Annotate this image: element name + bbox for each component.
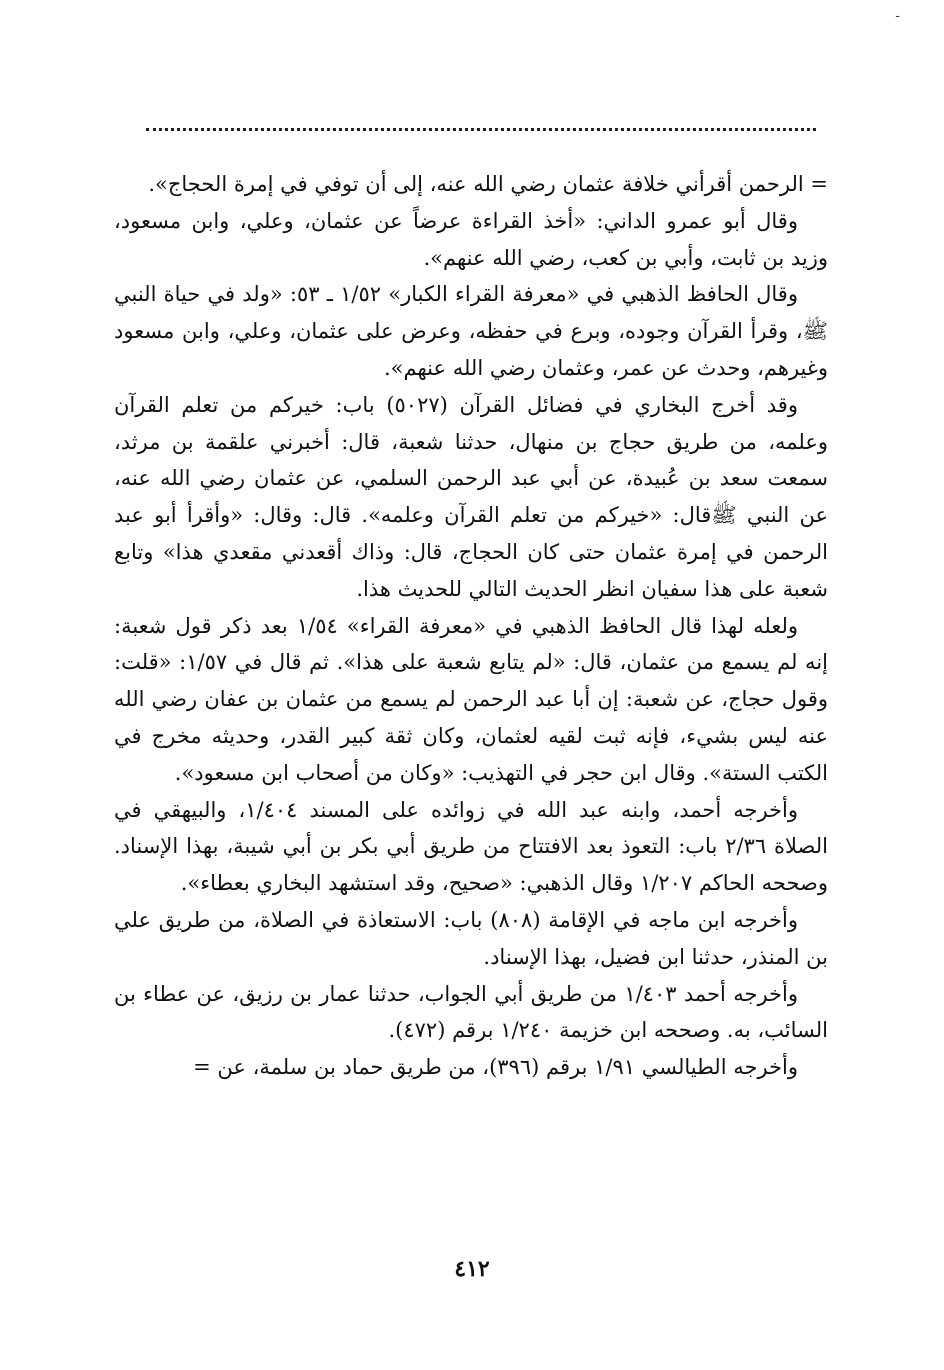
footnote-paragraph: وأخرجه أحمد ١/٤٠٣ من طريق أبي الجواب، حدثنا عمار بن رزيق، عن عطاء بن السائب، به. وصححه ابن خزيمة ١/٢٤٠ برقم (٤٧٢). (114, 981, 828, 1043)
footnote-paragraph: وقد أخرج البخاري في فضائل القرآن (٥٠٢٧) باب: خيركم من تعلم القرآن وعلمه، من طريق حجاج بن منهال، حدثنا شعبة، قال: أخبرني علقمة بن مرثد، سمعت سعد بن عُبيدة، عن أبي عبد الرحمن السلمي، عن عثمان رضي الله عنه، عن النبي ﷺقال: «خيركم من تعلم القرآن وعلمه». قال: وقال: «وأقرأ أبو عبد الرحمن في إمرة عثمان حتى كان الحجاج، قال: وذاك أقعدني مقعدي هذا» وتابع شعبة على هذا سفيان انظر الحديث التالي للحديث هذا. (114, 392, 828, 601)
corner-mark: - (895, 8, 900, 24)
footnote-paragraph: وأخرجه الطيالسي ١/٩١ برقم (٣٩٦)، من طريق حماد بن سلمة، عن = (193, 1055, 798, 1080)
footnote-paragraph: وأخرجه أحمد، وابنه عبد الله في زوائده على المسند ١/٤٠٤، والبيهقي في الصلاة ٢/٣٦ باب: التعوذ بعد الافتتاح من طريق أبي بكر بن أبي شيبة، بهذا الإسناد. وصححه الحاكم ١/٢٠٧ وقال الذهبي: «صحيح، وقد استشهد البخاري بعطاء». (114, 797, 829, 896)
footnote-paragraph: وقال أبو عمرو الداني: «أخذ القراءة عرضاً عن عثمان، وعلي، وابن مسعود، وزيد بن ثابت، وأبي بن كعب، رضي الله عنهم». (114, 208, 828, 270)
footnote-paragraph: ولعله لهذا قال الحافظ الذهبي في «معرفة القراء» ١/٥٤ بعد ذكر قول شعبة: إنه لم يسمع من عثمان، قال: «لم يتابع شعبة على هذا». ثم قال في ١/٥٧: «قلت: وقول حجاج، عن شعبة: إن أبا عبد الرحمن لم يسمع من عثمان بن عفان رضي الله عنه ليس بشيء، فإنه ثبت لقيه لعثمان، وكان ثقة كبير القدر، وحديثه مخرج في الكتب الستة». وقال ابن حجر في التهذيب: «وكان من أصحاب ابن مسعود». (114, 613, 828, 785)
footnote-block (114, 166, 828, 1086)
page-number: ٤١٢ (454, 1256, 490, 1282)
footnote-paragraph: = الرحمن أقرأني خلافة عثمان رضي الله عنه، إلى أن توفي في إمرة الحجاج». (148, 172, 828, 196)
footnote-paragraph: وقال الحافظ الذهبي في «معرفة القراء الكبار» ١/٥٢ ـ ٥٣: «ولد في حياة النبي ﷺ، وقرأ القرآن وجوده، وبرع في حفظه، وعرض على عثمان، وعلي، وابن مسعود وغيرهم، وحدث عن عمر، وعثمان رضي الله عنهم». (114, 282, 828, 380)
footnote-paragraph: وأخرجه ابن ماجه في الإقامة (٨٠٨) باب: الاستعاذة في الصلاة، من طريق علي بن المنذر، حدثنا ابن فضيل، بهذا الإسناد. (114, 907, 828, 969)
footnote-separator (146, 128, 816, 131)
